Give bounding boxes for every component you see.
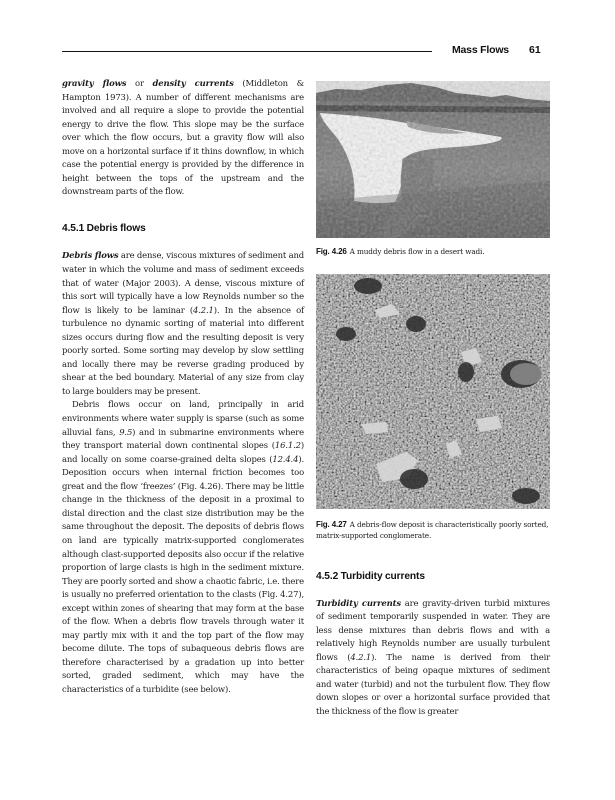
cross-reference: 16.1.2 xyxy=(274,440,301,451)
debris-flows-paragraph-2 xyxy=(62,398,304,696)
intro-text: (Middleton & Hampton 1973). A number of different mechanisms are involved and all require a slope to provide the potential energy to drive the flow. This slope may be the surface over which the flow occurs, but a gravity flow will also move on a horizontal surface if it thins downflow, in which case the potential energy is provided by the difference in height between the tops of the upstream and the downstream parts of the flow. xyxy=(62,78,304,197)
figure-4-27-caption xyxy=(316,519,556,541)
conglomerate-photo-image xyxy=(316,274,550,509)
cross-reference: 12.4.4 xyxy=(272,453,299,464)
cross-reference: 9.5 xyxy=(119,426,133,437)
right-column xyxy=(316,570,550,718)
figure-label: Fig. 4.27 xyxy=(316,520,347,529)
paragraph-text: Debris flows occur on land, principally in arid environments where water supply is sparse (such as some alluvial fans, xyxy=(62,399,304,437)
section-heading-turbidity-currents: 4.5.2 Turbidity currents xyxy=(316,571,425,582)
intro-paragraph xyxy=(62,77,304,199)
section-heading-debris-flows: 4.5.1 Debris flows xyxy=(62,222,146,234)
page-number: 61 xyxy=(529,44,541,56)
cross-reference: 4.2.1 xyxy=(193,304,214,315)
paragraph-text: ). In the absence of turbulence no dynamic sorting of material into different sizes occurs during flow and the resulting deposit is very poorly sorted. Some sorting may develop by slow settling and locally there may be reverse grading produced by shear at the bed boundary. Material of any size from clay to large boulders may be present. xyxy=(62,304,304,396)
figure-4-26-caption xyxy=(316,246,556,257)
caption-text: A debris-flow deposit is characteristically poorly sorted, matrix-supported conglomerate. xyxy=(316,520,549,541)
conjunction-text: or xyxy=(126,78,153,88)
figure-label: Fig. 4.26 xyxy=(316,247,347,256)
caption-text: A muddy debris flow in a desert wadi. xyxy=(349,247,485,256)
term-density-currents: density currents xyxy=(152,78,234,88)
term-debris-flows: Debris flows xyxy=(62,250,119,261)
header-rule xyxy=(62,51,432,52)
turbidity-currents-paragraph-1 xyxy=(316,597,550,719)
paragraph-text: ) and locally on some coarse-grained delta slopes ( xyxy=(62,440,304,464)
cross-reference: 4.2.1 xyxy=(350,651,372,662)
paragraph-text: ). Deposition occurs when internal friction becomes too great and the flow ‘freezes’ (Fig. 4.26). There may be little change in the thickness of the deposit in a proximal to distal direction and the clast size distribution may be the same throughout the deposit. The deposits of debris flows on land are typically matrix-supported conglomerates although clast-supported deposits also occur if the relative proportion of large clasts is high in the sediment mixture. They are poorly sorted and show a chaotic fabric, i.e. there is usually no preferred orientation to the clasts (Fig. 4.27), except within zones of shearing that may form at the base of the flow. When a debris flow travels through water it may partly mix with it and the top part of the flow may become dilute. The tops of subaqueous debris flows are therefore characterised by a gradation up into better sorted, graded sediment, which may have the characteristics of a turbidite (see below). xyxy=(62,453,304,694)
desert-wadi-photo-image xyxy=(316,81,550,238)
figure-4-27-photo xyxy=(316,274,550,509)
paragraph-text: are dense, viscous mixtures of sediment and water in which the volume and mass of sediment exceeds that of water (Major 2003). A dense, viscous mixture of this sort will typically have a low Reynolds number so the flow is likely to be laminar ( xyxy=(62,250,304,315)
paragraph-text: ). The name is derived from their characteristics of being opaque mixtures of sediment and water (turbid) and not the turbulent flow. They flow down slopes or over a horizontal surface provided that the thickness of the flow is greater xyxy=(316,651,550,716)
paragraph-text: are gravity-driven turbid mixtures of sediment temporarily suspended in water. They are less dense mixtures than debris flows and with a relatively high Reynolds number are usually turbulent flows ( xyxy=(316,597,550,662)
running-title: Mass Flows xyxy=(452,44,509,56)
term-gravity-flows: gravity flows xyxy=(62,78,127,88)
figure-4-26-photo xyxy=(316,81,550,238)
left-column xyxy=(62,77,304,697)
term-turbidity-currents: Turbidity currents xyxy=(316,597,401,608)
debris-flows-paragraph-1 xyxy=(62,249,304,398)
paragraph-text: ) and in submarine environments where they transport material down continental slopes ( xyxy=(62,426,304,451)
